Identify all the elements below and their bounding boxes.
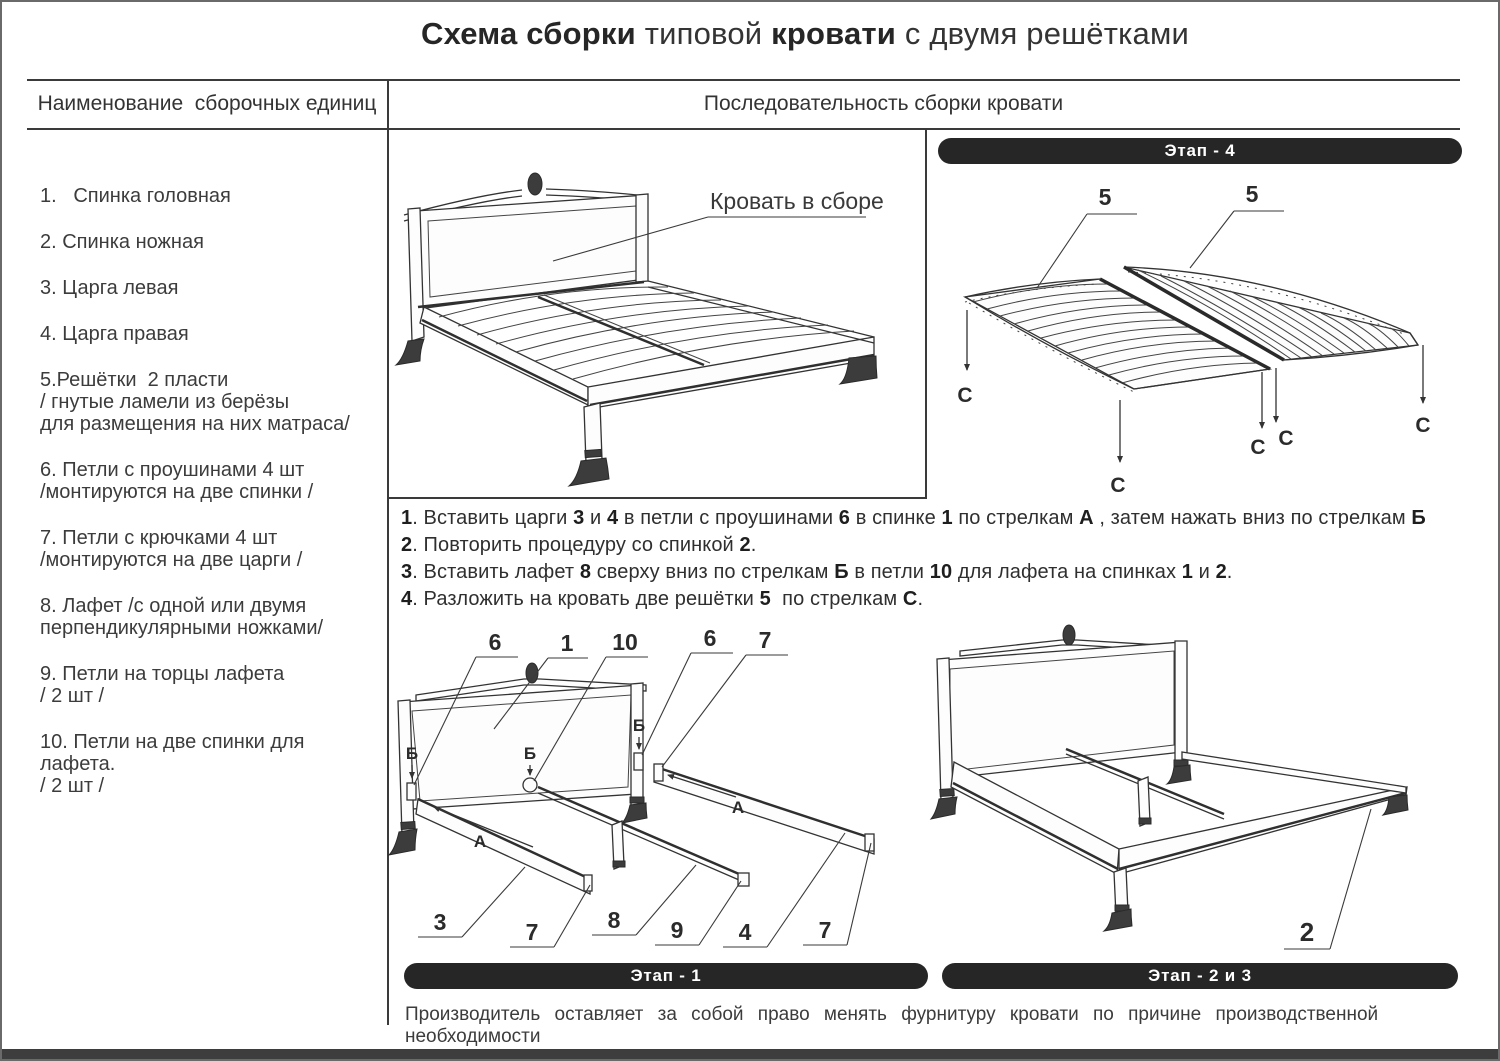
arrow-label-a: А (731, 798, 745, 817)
arrow-label-b: Б (523, 744, 537, 763)
part-item-10: 10. Петли на две спинки для лафета. / 2 шт / (40, 731, 305, 797)
instruction-step-2: 2. Повторить процедуру со спинкой 2. (401, 534, 757, 556)
bed-foot (1167, 765, 1191, 784)
rail-left-tsarga (416, 799, 592, 894)
callout-label-6: 6 (703, 625, 717, 651)
part-callout-2 (1284, 809, 1371, 949)
callout-label-8: 8 (607, 907, 621, 933)
part-item-9: 9. Петли на торцы лафета / 2 шт / (40, 663, 285, 707)
arrow-label-c: С (1415, 414, 1431, 437)
stage23-diagram (934, 617, 1464, 962)
arrow-label-c: С (1250, 436, 1266, 459)
part-callout-5-right (1190, 181, 1284, 268)
arrow-label-b: Б (632, 716, 646, 735)
hinge-loop (634, 753, 643, 770)
arrow-label-a: А (473, 832, 487, 851)
arrow-label-b: Б (405, 744, 419, 763)
instruction-step-4: 4. Разложить на кровать две решётки 5 по стрелкам С. (401, 588, 924, 610)
instruction-step-3: 3. Вставить лафет 8 сверху вниз по стрелкам Б в петли 10 для лафета на спинках 1 и 2. (401, 561, 1233, 583)
part-item-4: 4. Царга правая (40, 323, 189, 345)
callout-label-3: 3 (433, 909, 447, 935)
callout-label-1: 1 (560, 630, 574, 656)
callout-label-9: 9 (670, 917, 684, 943)
stage23-pill: Этап - 2 и 3 (942, 963, 1458, 989)
bed-foot (1104, 909, 1132, 931)
center-rail (538, 295, 710, 365)
part-item-7: 7. Петли с крючками 4 шт /монтируются на две царги / (40, 527, 303, 571)
arrow-label-c: С (1278, 427, 1294, 450)
callout-label-7: 7 (758, 627, 772, 653)
assembly-instructions (401, 505, 1463, 613)
bed-foot (622, 803, 647, 823)
hinge-loop (407, 783, 416, 800)
column-header-sequence: Последовательность сборки кровати (703, 92, 1064, 115)
finial-ornament (528, 173, 542, 195)
page-bottom-edge (2, 1049, 1498, 1059)
rail-right-tsarga (654, 764, 874, 854)
stage1-pill: Этап - 1 (404, 963, 928, 989)
part-item-1: 1. Спинка головная (40, 185, 231, 207)
manufacturer-note: Производитель оставляет за собой право менять фурнитуру кровати по причине производственной необходимости (405, 1004, 1379, 1047)
column-header-parts: Наименование сборочных единиц (37, 92, 377, 115)
callout-label-5: 5 (1098, 184, 1112, 210)
assembled-bed-diagram (388, 129, 927, 499)
part-item-3: 3. Царга левая (40, 277, 179, 299)
parts-list (40, 185, 385, 821)
bed-foot (389, 829, 417, 855)
callout-label-10: 10 (612, 629, 638, 655)
instruction-step-1: 1. Вставить царги 3 и 4 в петли с проушинами 6 в спинке 1 по стрелкам А , затем нажать вниз по стрелкам Б (401, 507, 1426, 529)
header-top-rule (27, 79, 1460, 81)
stage1-diagram (388, 617, 930, 962)
headboard (389, 663, 647, 855)
part-item-5: 5.Решётки 2 пласти / гнутые ламели из берёзы для размещения на них матраса/ (40, 369, 350, 435)
bed-base (420, 281, 877, 486)
callout-label-4: 4 (738, 919, 752, 945)
part-item-2: 2. Спинка ножная (40, 231, 204, 253)
callout-label-7: 7 (525, 919, 539, 945)
finial-ornament (1063, 625, 1075, 645)
headboard (396, 173, 648, 365)
page-title: Схема сборки типовой кровати с двумя решётками (420, 16, 1190, 51)
arrow-label-c: С (957, 384, 973, 407)
part-callout-5-left (1037, 184, 1137, 288)
callout-label-2: 2 (1299, 917, 1315, 947)
callout-label-6: 6 (488, 629, 502, 655)
bed-foot (396, 339, 424, 365)
stage4-diagram (932, 132, 1467, 502)
callout-label-7: 7 (818, 917, 832, 943)
stage4-pill: Этап - 4 (938, 138, 1462, 164)
callout-label-5: 5 (1245, 181, 1259, 207)
bed-foot (569, 458, 609, 486)
part-item-8: 8. Лафет /с одной или двумя перпендикулярными ножками/ (40, 595, 324, 639)
assembled-bed-caption: Кровать в сборе (710, 188, 884, 214)
arrow-label-c: С (1110, 474, 1126, 497)
bed-foot (931, 797, 957, 819)
part-item-6: 6. Петли с проушинами 4 шт /монтируются на две спинки / (40, 459, 314, 503)
